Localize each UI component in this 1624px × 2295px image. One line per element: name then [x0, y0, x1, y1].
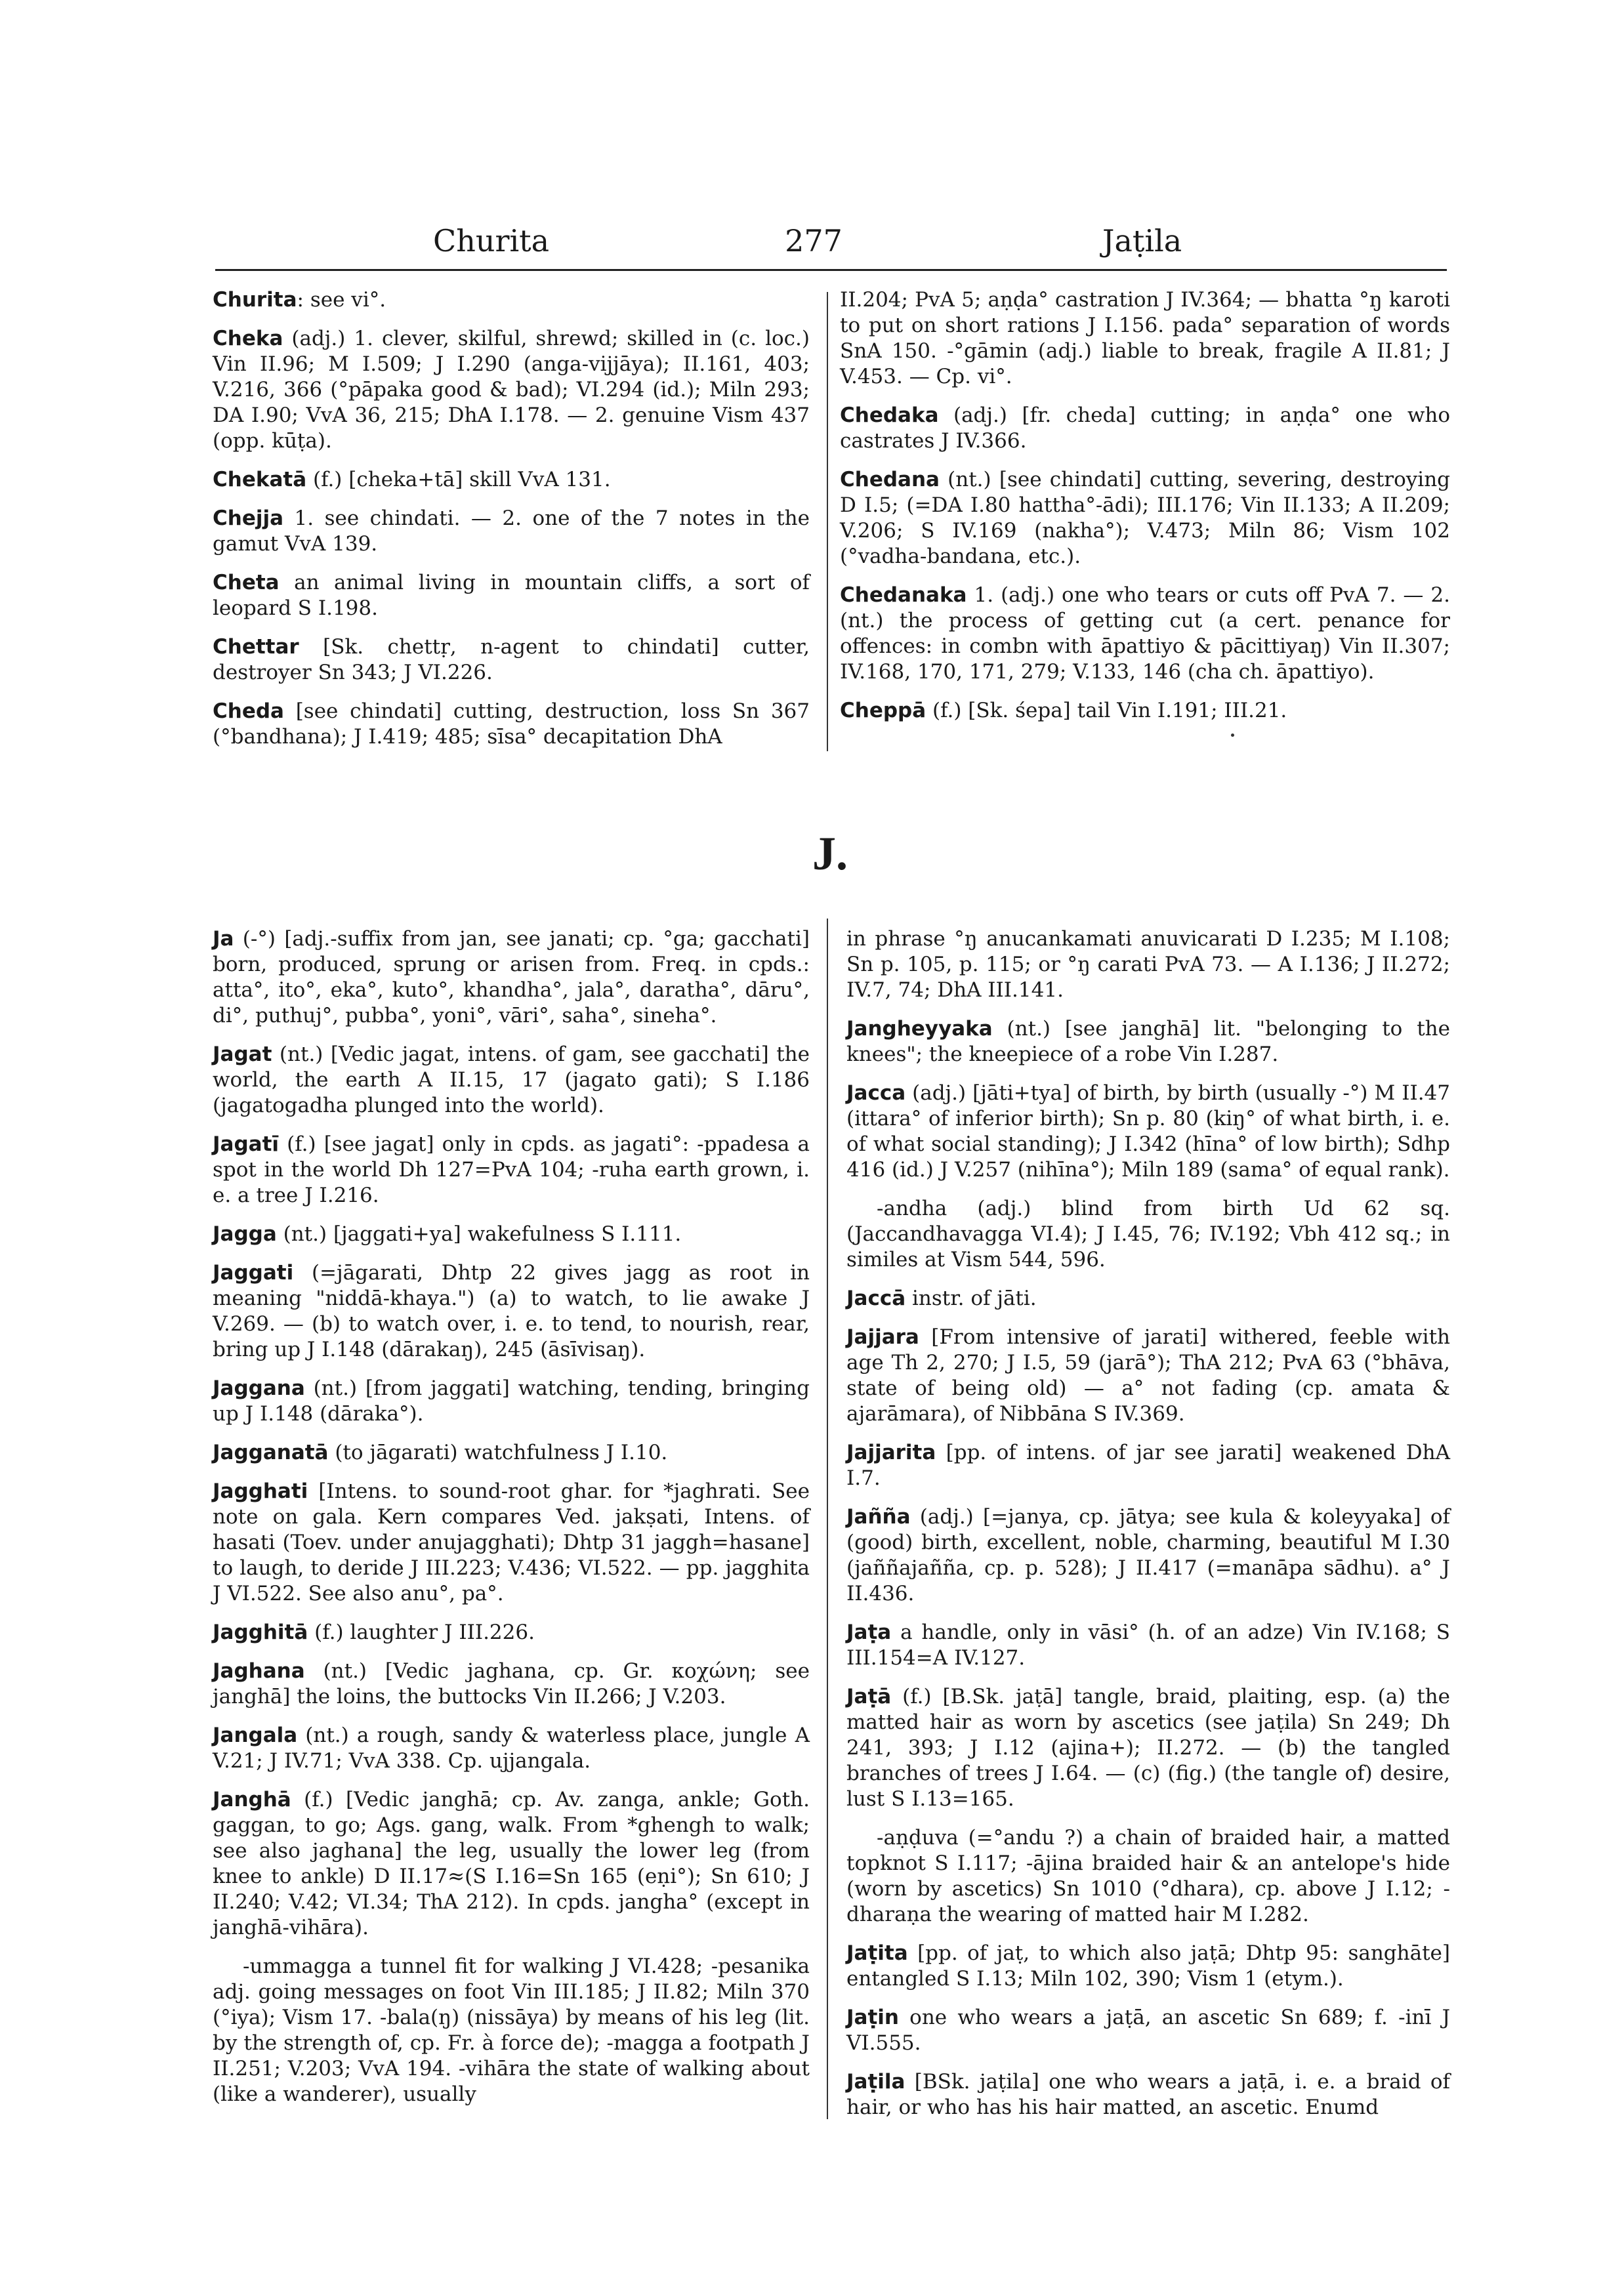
dictionary-entry [846, 926, 1450, 1003]
entry-headword: Cheta [213, 571, 280, 594]
dictionary-entry [213, 699, 810, 750]
dictionary-entry [840, 287, 1450, 390]
dictionary-entry [213, 1222, 810, 1247]
dictionary-entry [840, 583, 1450, 685]
dictionary-entry [840, 467, 1450, 569]
entry-headword: Chettar [213, 635, 299, 659]
entry-definition: a handle, only in vāsi° (h. of an adze) Vin IV.168; S III.154=A IV.127. [846, 1621, 1450, 1670]
dictionary-entry [213, 1042, 810, 1119]
entry-headword: Jaṭita [846, 1941, 908, 1965]
entry-headword: Cheppā [840, 699, 927, 722]
entry-definition: (f.) [Vedic janghā; cp. Av. zanga, ankle; Goth. gaggan, to go; Ags. gang, walk. From *ghengh to walk; see also jaghana] the leg, usually the lower leg (from knee to ankle) D II.17≈(S I.16=Sn 165 (eṇi°); Sn 610; J II.240; V.42; VI.34; ThA 212). In cpds. jangha° (except in janghā-vihāra). [213, 1788, 810, 1939]
entry-definition: an animal living in mountain cliffs, a sort of leopard S I.198. [213, 571, 810, 620]
entry-definition: (nt.) [jaggati+ya] wakefulness S I.111. [276, 1222, 682, 1246]
page-number: 277 [785, 223, 843, 258]
entry-headword: Jangala [213, 1724, 298, 1747]
entry-definition: (adj.) [=janya, cp. jātya; see kula & koleyyaka] of (good) birth, excellent, noble, charming, beautiful M I.30 (jaññajañña, cp. p. 528); J II.417 (=manāpa sādhu). a° J II.436. [846, 1505, 1450, 1605]
dictionary-entry [846, 1825, 1450, 1928]
dictionary-entry [846, 1081, 1450, 1183]
entry-headword: Jagganatā [213, 1441, 329, 1464]
entry-headword: Jagghati [213, 1479, 308, 1503]
entry-definition: [Sk. chettṛ, n-agent to chindati] cutter, destroyer Sn 343; J VI.226. [213, 635, 810, 684]
column-divider-upper [827, 292, 828, 751]
entry-headword: Chedanaka [840, 583, 967, 607]
entry-definition: [From intensive of jarati] withered, feeble with age Th 2, 270; J I.5, 59 (jarā°); ThA 212; PvA 63 (°bhāva, state of being old) — a° not fading (cp. amata & ajarāmara), of Nibbāna S IV.369. [846, 1325, 1450, 1426]
entry-definition: -aṇḍuva (=°andu ?) a chain of braided hair, a matted topknot S I.117; -ājina braided hair & an antelope's hide (worn by ascetics) Sn 1010 (°dhara), cp. above J I.12; -dharaṇa the wearing of matted hair M I.282. [846, 1826, 1450, 1926]
entry-headword: Churita [213, 288, 297, 312]
entry-definition: (nt.) [see janghā] lit. "belonging to the knees"; the kneepiece of a robe Vin I.287. [846, 1017, 1450, 1066]
entry-definition: instr. of jāti. [906, 1287, 1037, 1310]
entry-definition: [Intens. to sound-root ghar. for *jaghrati. See note on gala. Kern compares Ved. jakṣati, Intens. of hasati (Toev. under anujagghati); Dhtp 31 jaggh=hasane] to laugh, to deride J III.223; V.436; VI.522. — pp. jagghita J VI.522. See also anu°, pa°. [213, 1479, 810, 1605]
entry-definition: [see chindati] cutting, destruction, loss Sn 367 (°bandhana); J I.419; 485; sīsa° decapitation DhA [213, 699, 810, 749]
entry-definition: -andha (adj.) blind from birth Ud 62 sq. (Jaccandhavagga VI.4); J I.45, 76; IV.192; Vbh 412 sq.; in similes at Vism 544, 596. [846, 1197, 1450, 1272]
dictionary-entry [213, 467, 810, 493]
dictionary-entry [213, 1440, 810, 1466]
entry-headword: Jañña [846, 1505, 911, 1529]
entry-headword: Jagghitā [213, 1621, 308, 1644]
dictionary-entry [213, 326, 810, 454]
dictionary-entry [213, 287, 810, 313]
column-divider-lower [827, 919, 828, 2119]
entry-definition: (nt.) a rough, sandy & waterless place, jungle A V.21; J IV.71; VvA 338. Cp. ujjangala. [213, 1724, 810, 1773]
entry-headword: Jagatī [213, 1132, 280, 1156]
entry-definition: (to jāgarati) watchfulness J I.10. [328, 1441, 668, 1464]
entry-headword: Jaghana [213, 1659, 305, 1683]
entry-headword: Jagat [213, 1043, 272, 1066]
entry-headword: Jaṭā [846, 1685, 892, 1708]
entry-definition: (f.) laughter J III.226. [308, 1621, 535, 1644]
entry-headword: Jaṭila [846, 2070, 906, 2094]
section-letter: J. [812, 827, 848, 880]
entry-headword: Cheda [213, 699, 284, 723]
entry-headword: Jajjarita [846, 1441, 936, 1464]
entry-headword: Chedana [840, 468, 940, 491]
lower-left-column [213, 926, 810, 2120]
entry-definition: (f.) [cheka+tā] skill VvA 131. [306, 468, 611, 491]
dictionary-entry [213, 1376, 810, 1427]
running-head-right: Jaṭila [1102, 223, 1182, 258]
running-head-left: Churita [433, 223, 550, 258]
entry-definition: (nt.) [Vedic jaghana, cp. Gr. κοχώνη; see janghā] the loins, the buttocks Vin II.266; J V.203. [213, 1659, 810, 1708]
entry-headword: Jaggati [213, 1261, 294, 1285]
entry-definition: II.204; PvA 5; aṇḍa° castration J IV.364; — bhatta °ŋ karoti to put on short rations J I.156. pada° separation of words SnA 150. -°gāmin (adj.) liable to break, fragile A II.81; J V.453. — Cp. vi°. [840, 288, 1450, 388]
entry-definition: (=jāgarati, Dhtp 22 gives jagg as root in meaning "niddā-khaya.") (a) to watch, to lie awake J V.269. — (b) to watch over, i. e. to tend, to nourish, rear, bring up J I.148 (dārakaŋ), 245 (āsīvisaŋ). [213, 1261, 810, 1361]
dictionary-entry [213, 1659, 810, 1710]
entry-definition: (f.) [B.Sk. jaṭā] tangle, braid, plaiting, esp. (a) the matted hair as worn by ascetics (see jaṭila) Sn 249; Dh 241, 393; J I.12 (ajina+); II.272. — (b) the tangled branches of trees J I.64. — (c) (fig.) (the tangle of) desire, lust S I.13=165. [846, 1685, 1450, 1811]
dictionary-entry [213, 926, 810, 1029]
entry-definition: [pp. of jaṭ, to which also jaṭā; Dhtp 95: sanghāte] entangled S I.13; Miln 102, 390; Vism 1 (etym.). [846, 1941, 1450, 1991]
entry-headword: Jaccā [846, 1287, 906, 1310]
dictionary-entry [213, 1787, 810, 1941]
entry-headword: Jaṭa [846, 1621, 892, 1644]
upper-left-column [213, 287, 810, 763]
dictionary-entry [213, 506, 810, 557]
dictionary-entry [213, 1620, 810, 1645]
entry-definition: in phrase °ŋ anucankamati anuvicarati D I.235; M I.108; Sn p. 105, p. 115; or °ŋ carati PvA 73. — A I.136; J II.272; IV.7, 74; DhA III.141. [846, 927, 1450, 1002]
dictionary-entry [846, 1620, 1450, 1671]
dictionary-entry [840, 698, 1450, 724]
dictionary-entry [846, 1196, 1450, 1273]
dictionary-entry [846, 1325, 1450, 1427]
entry-headword: Jaṭin [846, 2006, 899, 2029]
entry-headword: Jajjara [846, 1325, 919, 1349]
entry-headword: Chedaka [840, 403, 939, 427]
lower-right-column [846, 926, 1450, 2134]
entry-headword: Jaggana [213, 1376, 305, 1400]
dictionary-entry [213, 1954, 810, 2107]
entry-definition: (nt.) [see chindati] cutting, severing, destroying D I.5; (=DA I.80 hattha°-ādi); III.176; Vin II.133; A II.209; V.206; S IV.169 (nakha°); V.473; Miln 86; Vism 102 (°vadha-bandana, etc.). [840, 468, 1450, 568]
entry-headword: Janghā [213, 1788, 291, 1811]
entry-definition: (adj.) 1. clever, skilful, shrewd; skilled in (c. loc.) Vin II.96; M I.509; J I.290 (anga-vijjāya); II.161, 403; V.216, 366 (°pāpaka good & bad); VI.294 (id.); Miln 293; DA I.90; VvA 36, 215; DhA I.178. — 2. genuine Vism 437 (opp. kūṭa). [213, 327, 810, 453]
dictionary-entry [213, 1479, 810, 1607]
entry-definition: (adj.) [fr. cheda] cutting; in aṇḍa° one who castrates J IV.366. [840, 403, 1450, 453]
dictionary-entry [846, 1440, 1450, 1491]
entry-headword: Chekatā [213, 468, 307, 491]
entry-definition: (-°) [adj.-suffix from jan, see janati; cp. °ga; gacchati] born, produced, sprung or arisen from. Freq. in cpds.: atta°, ito°, eka°, kuto°, khandha°, jala°, daratha°, dāru°, di°, puthuj°, pubba°, yoni°, vāri°, saha°, sineha°. [213, 927, 810, 1027]
dictionary-entry [213, 1132, 810, 1209]
entry-definition: : see vi°. [297, 288, 386, 312]
entry-definition: [BSk. jaṭila] one who wears a jaṭā, i. e. a braid of hair, or who has his hair matted, an ascetic. Enumd [846, 2070, 1450, 2119]
dictionary-entry [213, 634, 810, 686]
entry-definition: 1. see chindati. — 2. one of the 7 notes in the gamut VvA 139. [213, 507, 810, 556]
entry-definition: (nt.) [Vedic jagat, intens. of gam, see gacchati] the world, the earth A II.15, 17 (jagato gati); S I.186 (jagatogadha plunged into the world). [213, 1043, 810, 1117]
entry-definition: (adj.) [jāti+tya] of birth, by birth (usually -°) M II.47 (ittara° of inferior birth); Sn p. 80 (kiŋ° of what birth, i. e. of what social standing); J I.342 (hīna° of low birth); Sdhp 416 (id.) J V.257 (nihīna°); Miln 189 (sama° of equal rank). [846, 1081, 1450, 1182]
entry-headword: Ja [213, 927, 234, 951]
upper-right-column [840, 287, 1450, 737]
dictionary-entry [213, 1260, 810, 1363]
header-rule [215, 269, 1447, 271]
entry-headword: Chejja [213, 507, 284, 530]
entry-headword: Jacca [846, 1081, 906, 1105]
entry-definition: (f.) [Sk. śepa] tail Vin I.191; III.21. [926, 699, 1287, 722]
entry-definition: -ummagga a tunnel fit for walking J VI.428; -pesanika adj. going messages on foot Vin III.185; J II.82; Miln 370 (°iya); Vism 17. -bala(ŋ) (nissāya) by means of his leg (lit. by the strength of, cp. Fr. à force de); -magga a footpath J II.251; V.203; VvA 194. -vihāra the state of walking about (like a wanderer), usually [213, 1954, 810, 2106]
dictionary-entry [846, 2069, 1450, 2120]
dictionary-entry [213, 1723, 810, 1774]
entry-definition: 1. (adj.) one who tears or cuts off PvA 7. — 2. (nt.) the process of getting cut (a cert. penance for offences: in combn with āpattiyo & pācittiyaŋ) Vin II.307; IV.168, 170, 171, 279; V.133, 146 (cha ch. āpattiyo). [840, 583, 1450, 684]
entry-headword: Cheka [213, 327, 283, 350]
dictionary-entry [846, 1684, 1450, 1812]
dictionary-entry [846, 1941, 1450, 1992]
entry-definition: (f.) [see jagat] only in cpds. as jagati°: -ppadesa a spot in the world Dh 127=PvA 104; -ruha earth grown, i. e. a tree J I.216. [213, 1132, 810, 1207]
entry-definition: [pp. of intens. of jar see jarati] weakened DhA I.7. [846, 1441, 1450, 1490]
dictionary-entry [840, 403, 1450, 454]
dictionary-entry [846, 1504, 1450, 1607]
entry-definition: (nt.) [from jaggati] watching, tending, bringing up J I.148 (dāraka°). [213, 1376, 810, 1426]
dictionary-entry [846, 1286, 1450, 1312]
dictionary-entry [213, 570, 810, 621]
entry-definition: one who wears a jaṭā, an ascetic Sn 689; f. -inī J VI.555. [846, 2006, 1450, 2055]
entry-headword: Jagga [213, 1222, 277, 1246]
dictionary-entry [846, 2005, 1450, 2056]
dictionary-entry [846, 1016, 1450, 1067]
entry-headword: Jangheyyaka [846, 1017, 993, 1041]
